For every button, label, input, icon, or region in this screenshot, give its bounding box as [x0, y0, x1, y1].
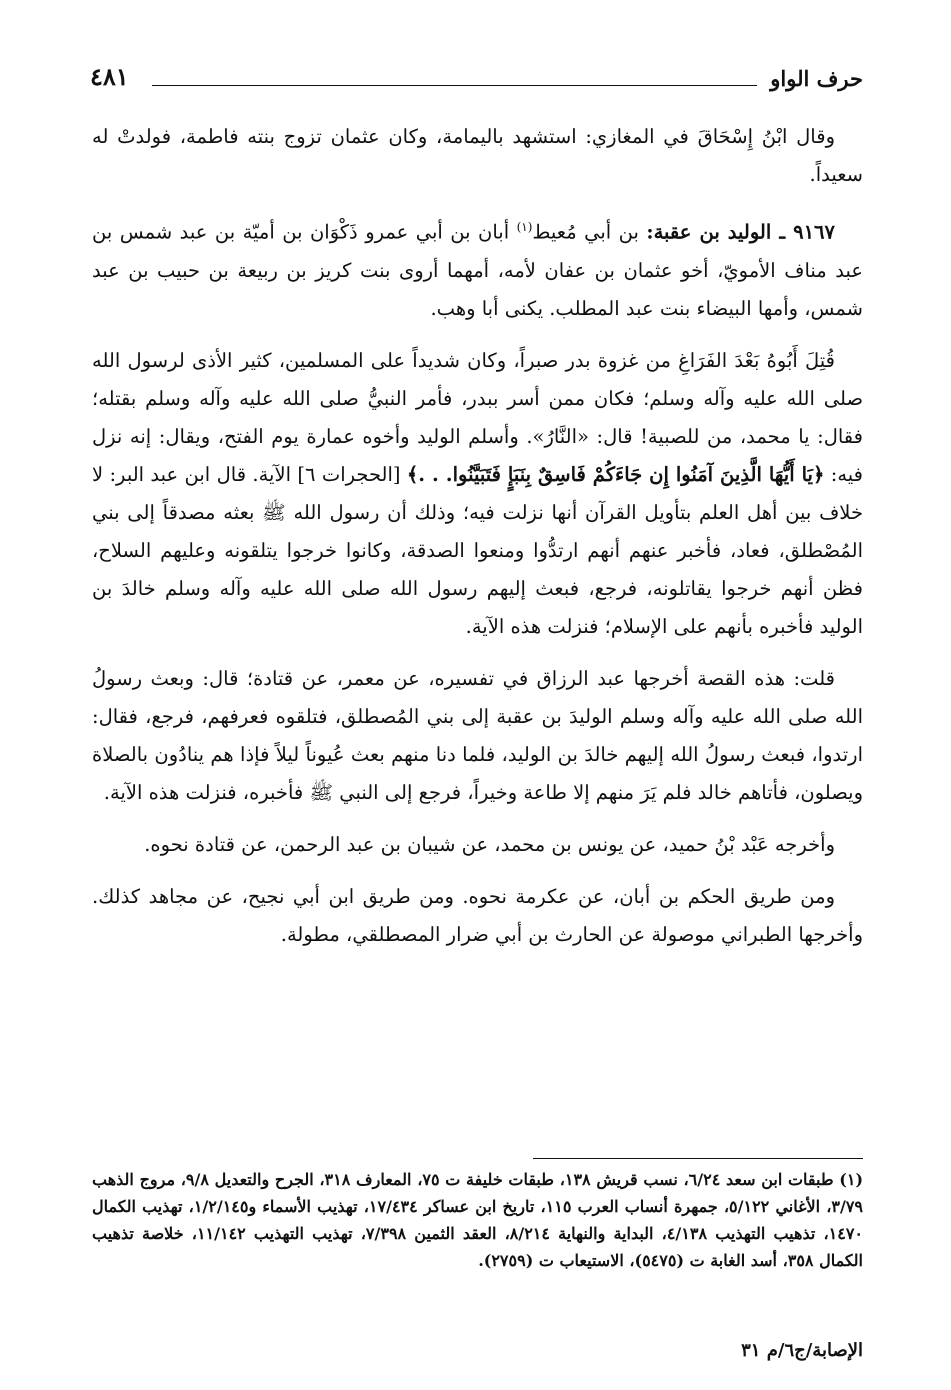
paragraph-4: قلت: هذه القصة أخرجها عبد الرزاق في تفسيره، عن معمر، عن قتادة؛ قال: وبعث رسولُ الله صلى الله عليه وآله وسلم الوليدَ بن عقبة إلى بني المُصطلق، فتلقوه فعرفهم، فرجع، فقال: ارتدوا، فبعث رسولُ الله إليهم خالدَ بن الوليد، فلما دنا منهم بعث عُيوناً ليلاً فإذا هم ينادُون بالصلاة ويصلون، فأتاهم خالد فلم يَرَ منهم إلا طاعة وخيراً، فرجع إلى النبي ﷺ فأخبره، فنزلت هذه الآية. [92, 666, 863, 804]
quran-verse: ﴿يَا أَيُّهَا الَّذِينَ آمَنُوا إِن جَاءَكُمْ فَاسِقٌ بِنَبَإٍ فَتَبَيَّنُوا. . .﴾ [406, 462, 825, 486]
page-header [90, 62, 863, 100]
paragraph-1: وقال ابْنُ إِسْحَاقَ في المغازي: استشهد باليمامة، وكان عثمان تزوج بنته فاطمة، فولدتْ له سعيداً. [92, 125, 863, 186]
paragraph-6: ومن طريق الحكم بن أبان، عن عكرمة نحوه. ومن طريق ابن أبي نجيح، عن مجاهد كذلك. وأخرجها الطبراني موصولة عن الحارث بن أبي ضرار المصطلقي، مطولة. [92, 884, 863, 946]
paragraph-3-part-a: قُتِلَ أَبُوهُ بَعْدَ الفَرَاغِ من غزوة بدر صبراً، وكان شديداً على المسلمين، كثير الأذى لرسول الله صلى الله عليه وآله وسلم؛ فكان ممن أسر ببدر، فأمر النبيُّ صلى الله عليه وآله وسلم بقتله؛ فقال: يا محمد، من للصبية! قال: «النَّارُ». وأسلم الوليد وأخوه عمارة يوم الفتح، ويقال: إنه نزل فيه: [92, 348, 863, 486]
entry-heading: ٩١٦٧ ـ الوليد بن عقبة: [646, 220, 835, 244]
footnote-marker: (١) [516, 220, 533, 234]
entry-text-rest: أبان بن أبي عمرو ذَكْوَان بن أميّة بن عبد شمس بن عبد مناف الأمويّ، أخو عثمان بن عفان لأمه، أمهما أروى بنت كريز بن ربيعة بن حبيب بن عبد شمس، وأمها البيضاء بنت عبد المطلب. يكنى أبا وهب. [92, 220, 863, 320]
entry-text: بن أبي مُعيط [532, 220, 647, 244]
paragraph-3 [92, 342, 863, 646]
running-title: حرف الواو [770, 66, 863, 91]
footnote-1: (١) طبقات ابن سعد ٦/٢٤، نسب قريش ١٣٨، طبقات خليفة ت ٧٥، المعارف ٣١٨، الجرح والتعديل ٩/٨، مروج الذهب ٣/٧٩، الأغاني ٥/١٢٢، جمهرة أنساب العرب ١١٥، تاريخ ابن عساكر ١٧/٤٣٤، تهذيب الأسماء و١/٢/١٤٥، تهذيب الكمال ١٤٧٠، تذهيب التهذيب ٤/١٣٨، البداية والنهاية ٨/٢١٤، العقد الثمين ٧/٣٩٨، تهذيب التهذيب ١١/١٤٢، خلاصة تذهيب الكمال ٣٥٨، أسد الغابة ت (٥٤٧٥)، الاستيعاب ت (٢٧٥٩). [92, 1170, 864, 1270]
paragraph-3-part-b: [الحجرات ٦] الآية. قال ابن عبد البر: لا خلاف بين أهل العلم بتأويل القرآن أنها نزلت فيه؛ وذلك أن رسول الله ﷺ بعثه مصدقاً إلى بني المُصْطلق، فعاد، فأخبر عنهم أنهم ارتدُّوا ومنعوا الصدقة، وكانوا خرجوا يتلقونه وعليهم السلاح، فظن أنهم خرجوا يقاتلونه، فرجع، فبعث إليهم رسول الله صلى الله عليه وآله وسلم خالدَ بن الوليد فأخبره بأنهم على الإسلام؛ فنزلت هذه الآية. [92, 462, 863, 638]
header-rule [152, 85, 757, 86]
page-body [92, 118, 863, 968]
footnotes [92, 1166, 863, 1274]
footnote-rule [533, 1158, 863, 1159]
page-number: ٤٨١ [90, 62, 129, 91]
footer-signature: الإصابة/ج٦/م ٣١ [741, 1340, 863, 1361]
entry-paragraph [92, 208, 863, 328]
paragraph-5: وأخرجه عَبْد بْنُ حميد، عن يونس بن محمد، عن شيبان بن عبد الرحمن، عن قتادة نحوه. [144, 832, 835, 856]
